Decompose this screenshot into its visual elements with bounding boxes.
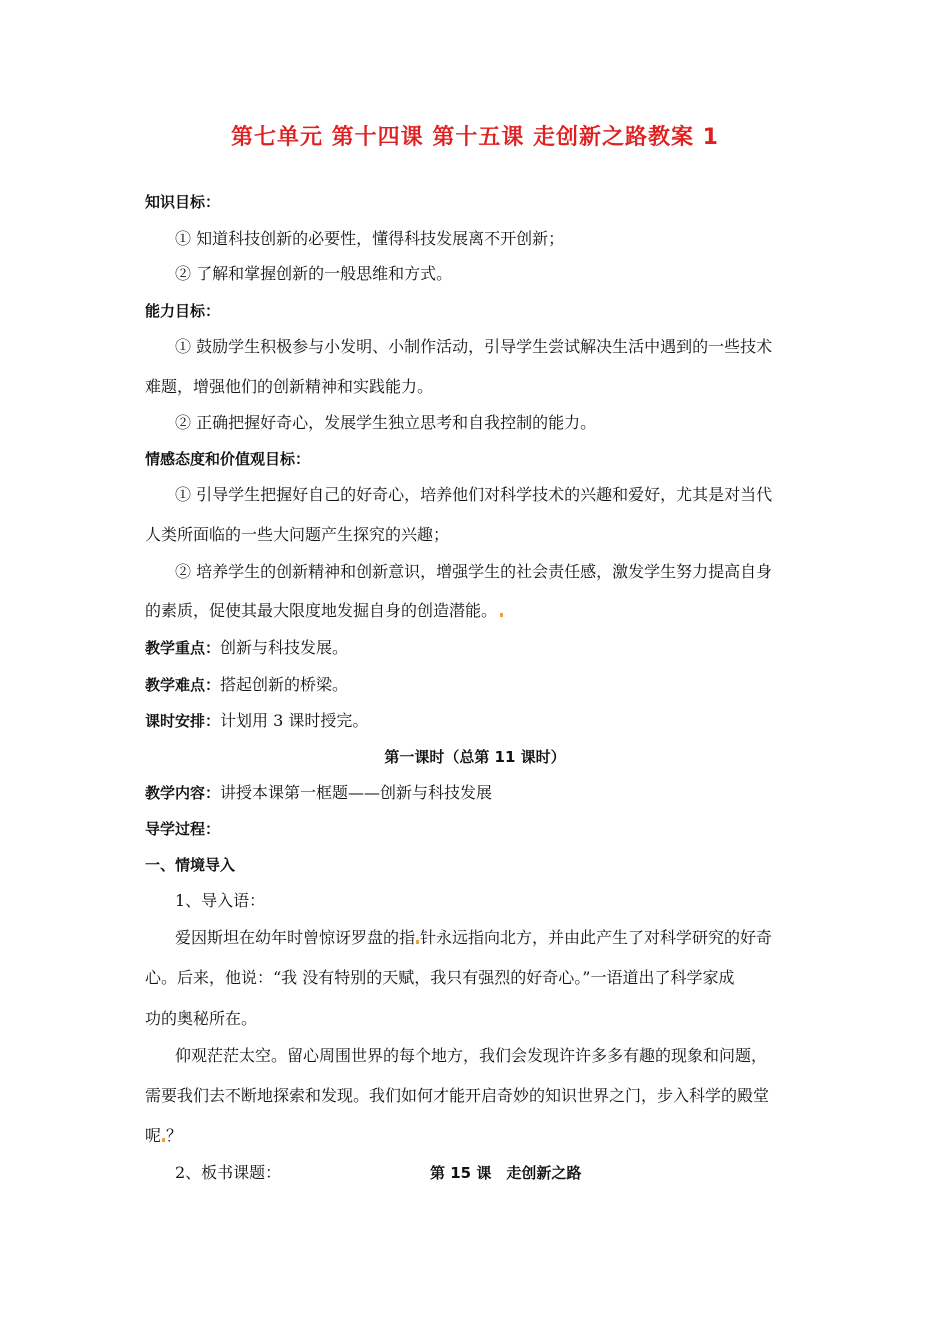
- lesson-heading: 第一课时（总第 11 课时）: [384, 748, 566, 766]
- key-point-label: 教学重点：: [145, 639, 221, 657]
- emotion-item-1-line-1: ① 引导学生把握好自己的好奇心，培养他们对科学技术的兴趣和爱好，尤其是对当代: [175, 485, 773, 504]
- stray-dot: [162, 1138, 165, 1142]
- difficulty-value: 搭起创新的桥梁。: [220, 675, 349, 694]
- stray-dot: [416, 940, 419, 944]
- board-label: 2、板书课题：: [175, 1163, 282, 1182]
- para-2-line-1: 仰观茫茫太空。留心周围世界的每个地方，我们会发现许许多多有趣的现象和问题，: [175, 1046, 768, 1065]
- difficulty-row: [145, 674, 348, 696]
- para-1-line-3: 功的奥秘所在。: [145, 1009, 258, 1028]
- key-point-row: [145, 637, 348, 659]
- ability-heading: 能力目标：: [145, 302, 221, 320]
- emotion-item-1-line-2: 人类所面临的一些大问题产生探究的兴趣；: [145, 525, 450, 544]
- emotion-item-2-line-2: [145, 600, 503, 622]
- difficulty-label: 教学难点：: [145, 676, 221, 694]
- board-title: 第 15 课 走创新之路: [430, 1164, 582, 1182]
- ability-item-2: ② 正确把握好奇心，发展学生独立思考和自我控制的能力。: [175, 413, 597, 432]
- knowledge-item-1: ① 知道科技创新的必要性，懂得科技发展离不开创新；: [175, 229, 565, 248]
- section-1-heading: 一、情境导入: [145, 856, 236, 874]
- stray-dot: [500, 613, 503, 617]
- ability-item-1-line-2: 难题，增强他们的创新精神和实践能力。: [145, 377, 434, 396]
- content-label: 教学内容：: [145, 784, 221, 802]
- content-value: 讲授本课第一框题——创新与科技发展: [220, 783, 493, 802]
- para-2-line-3-text: 呢: [145, 1126, 162, 1145]
- schedule-row: [145, 710, 368, 732]
- document-title: 第七单元 第十四课 第十五课 走创新之路教案 1: [231, 125, 719, 150]
- key-point-value: 创新与科技发展。: [220, 638, 349, 657]
- para-1-line-1: [175, 927, 772, 949]
- para-1-line-1-a: 爱因斯坦在幼年时曾惊讶罗盘的指: [175, 928, 416, 947]
- para-2-line-2: 需要我们去不断地探索和发现。我们如何才能开启奇妙的知识世界之门，步入科学的殿堂: [145, 1086, 770, 1105]
- para-1-line-1-b: 针永远指向北方，并由此产生了对科学研究的好奇: [420, 928, 773, 947]
- para-1-line-2: 心。后来，他说：“我 没有特别的天赋，我只有强烈的好奇心。”一语道出了科学家成: [145, 968, 735, 987]
- intro-label: 1、导入语：: [175, 891, 266, 910]
- para-2-line-3-end: ？: [166, 1126, 183, 1145]
- knowledge-heading: 知识目标：: [145, 193, 221, 211]
- emotion-heading: 情感态度和价值观目标：: [145, 450, 311, 468]
- emotion-item-2-line-1: ② 培养学生的创新精神和创新意识，增强学生的社会责任感，激发学生努力提高自身: [175, 562, 773, 581]
- emotion-item-2-line-2-text: 的素质，促使其最大限度地发掘自身的创造潜能。: [145, 601, 498, 620]
- process-heading: 导学过程：: [145, 820, 221, 838]
- schedule-label: 课时安排：: [145, 712, 221, 730]
- ability-item-1-line-1: ① 鼓励学生积极参与小发明、小制作活动，引导学生尝试解决生活中遇到的一些技术: [175, 337, 773, 356]
- para-2-line-3: [145, 1125, 182, 1147]
- knowledge-item-2: ② 了解和掌握创新的一般思维和方式。: [175, 264, 453, 283]
- content-row: [145, 782, 492, 804]
- schedule-value: 计划用 3 课时授完。: [220, 711, 369, 730]
